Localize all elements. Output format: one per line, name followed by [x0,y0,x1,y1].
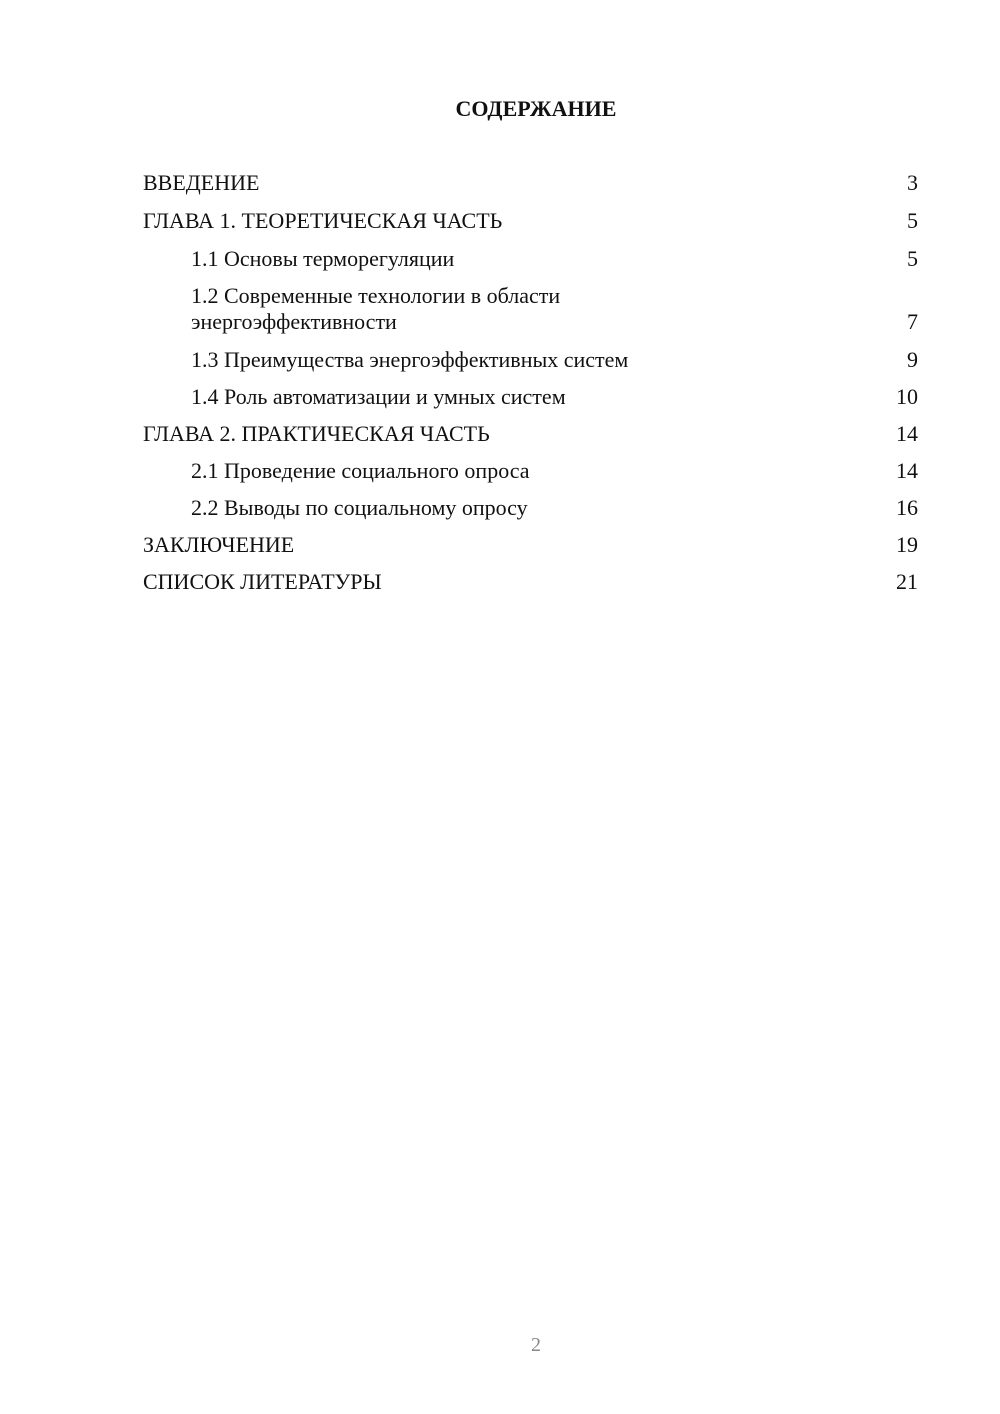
toc-entry[interactable] [143,208,918,234]
toc-entry-label: ВВЕДЕНИЕ [143,170,260,195]
toc-entry-page: 21 [896,569,918,594]
page-title: СОДЕРЖАНИЕ [455,96,617,121]
toc-entry-label: 2.2 Выводы по социальному опросу [191,495,528,520]
toc-entry-page: 10 [896,384,918,409]
toc-entry-label: СПИСОК ЛИТЕРАТУРЫ [143,569,382,594]
toc-entry[interactable] [143,532,918,558]
toc-entry-page: 7 [907,309,918,334]
toc-entry-label: 2.1 Проведение социального опроса [191,458,530,483]
toc-entry-page: 9 [907,347,918,372]
toc-entry-page: 5 [907,246,918,271]
page-number: 2 [531,1334,541,1356]
toc-entry[interactable] [143,347,918,373]
toc-entry-page: 3 [907,170,918,195]
toc-entry-page: 14 [896,458,918,483]
toc-entry[interactable] [143,569,918,595]
toc-entry[interactable] [143,495,918,521]
toc-entry-label: ЗАКЛЮЧЕНИЕ [143,532,295,557]
toc-entry-label: 1.3 Преимущества энергоэффективных систем [191,347,629,372]
toc-entry-label: ГЛАВА 1. ТЕОРЕТИЧЕСКАЯ ЧАСТЬ [143,208,503,233]
toc-entry-label: ГЛАВА 2. ПРАКТИЧЕСКАЯ ЧАСТЬ [143,421,490,446]
toc-entry[interactable] [143,283,918,335]
toc-entry-page: 19 [896,532,918,557]
toc-entry[interactable] [143,458,918,484]
toc-entry[interactable] [143,246,918,272]
toc-entry[interactable] [143,384,918,410]
toc-entry[interactable] [143,421,918,447]
toc-entry-page: 14 [896,421,918,446]
toc-entry-label: 1.2 Современные технологии в области [191,283,561,308]
toc-entry-page: 5 [907,208,918,233]
toc-entry-label: 1.1 Основы терморегуляции [191,246,455,271]
toc-entry-label-continued: энергоэффективности [191,309,397,334]
toc-entry-label: 1.4 Роль автоматизации и умных систем [191,384,566,409]
toc-entry-page: 16 [896,495,918,520]
toc-entry[interactable] [143,170,918,196]
